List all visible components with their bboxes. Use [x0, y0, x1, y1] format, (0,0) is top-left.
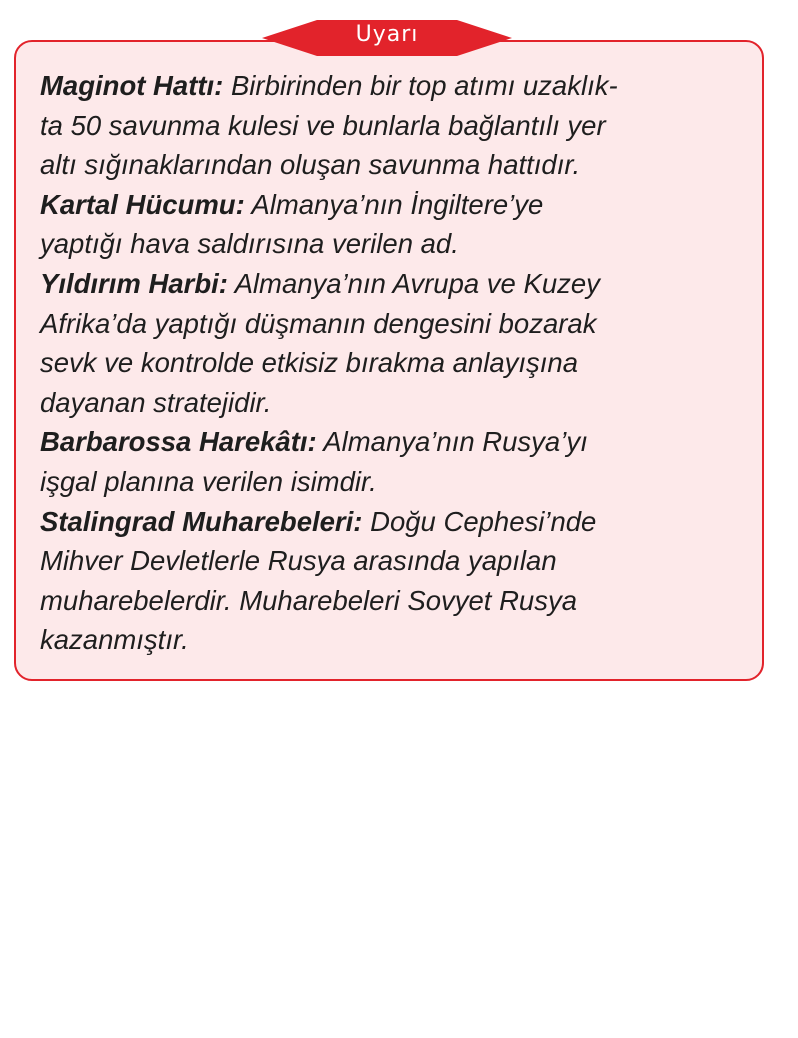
entry-line: altı sığınaklarından oluşan savunma hattıdır.	[40, 149, 581, 181]
entry-line: kazanmıştır.	[40, 624, 189, 656]
entry-term: Kartal Hücumu:	[40, 188, 245, 220]
entry-line	[40, 185, 760, 225]
entry-maginot-hatti	[40, 66, 760, 185]
entry-text: Doğu Cephesi’nde	[370, 505, 597, 537]
entry-text: Almanya’nın İngiltere’ye	[251, 188, 544, 220]
entry-barbarossa-harekati	[40, 422, 760, 501]
entry-line: dayanan stratejidir.	[40, 386, 272, 418]
entry-line	[40, 264, 760, 304]
warning-title: Uyarı	[355, 22, 419, 47]
entry-line	[40, 502, 760, 542]
entry-yildirim-harbi	[40, 264, 760, 422]
entry-text: Almanya’nın Rusya’yı	[323, 426, 588, 458]
entry-text: Almanya’nın Avrupa ve Kuzey	[234, 267, 600, 299]
entry-text: Birbirinden bir top atımı uzaklık-	[230, 70, 618, 101]
entry-kartal-hucumu	[40, 185, 760, 264]
entry-stalingrad-muharebeleri	[40, 502, 760, 660]
entry-line: Mihver Devletlerle Rusya arasında yapılan	[40, 545, 557, 577]
entry-term: Maginot Hattı:	[40, 70, 224, 101]
entry-line	[40, 66, 760, 106]
entry-line	[40, 422, 760, 462]
entry-term: Stalingrad Muharebeleri:	[40, 505, 363, 537]
entry-line: yaptığı hava saldırısına verilen ad.	[40, 228, 459, 260]
entry-term: Barbarossa Harekâtı:	[40, 426, 317, 458]
entry-line: Afrika’da yaptığı düşmanın dengesini bozarak	[40, 307, 597, 339]
entry-line: muharebelerdir. Muharebeleri Sovyet Rusya	[40, 584, 578, 616]
entry-line: işgal planına verilen isimdir.	[40, 465, 377, 497]
entry-term: Yıldırım Harbi:	[40, 267, 228, 299]
entry-line: ta 50 savunma kulesi ve bunlarla bağlantılı yer	[40, 109, 606, 141]
warning-content	[40, 66, 760, 660]
warning-banner	[262, 20, 512, 56]
entry-line: sevk ve kontrolde etkisiz bırakma anlayışına	[40, 347, 579, 379]
